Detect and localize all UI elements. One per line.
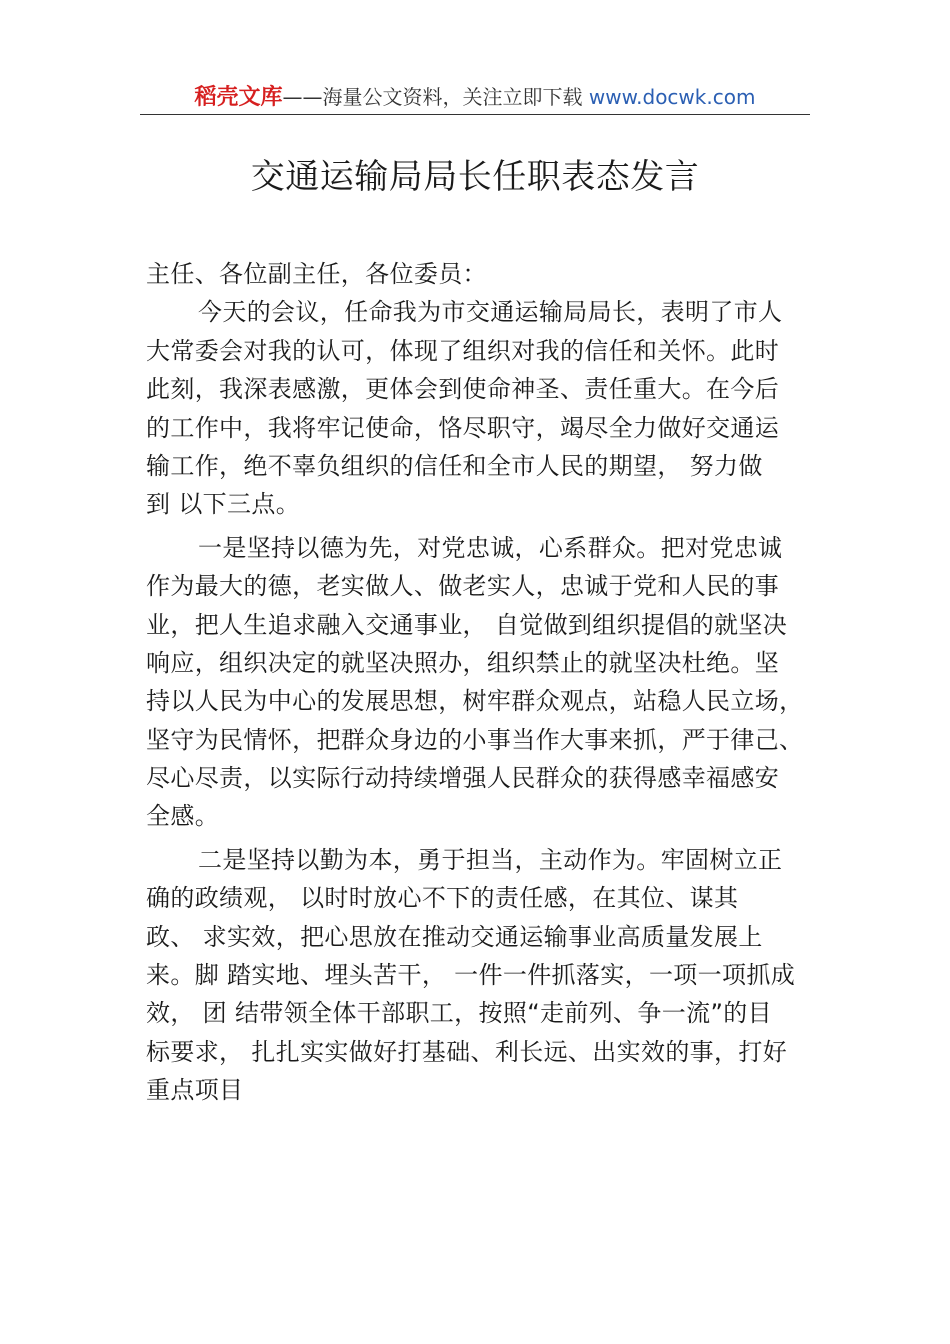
text-line: 重点项目: [146, 1076, 244, 1105]
text-line: 业，把人生追求融入交通事业， 自觉做到组织提倡的就坚决: [146, 610, 788, 639]
text-line: 一是坚持以德为先，对党忠诚，心系群众。把对党忠诚: [198, 533, 783, 562]
document-body: [146, 255, 826, 1110]
website-link[interactable]: www.docwk.com: [588, 85, 756, 109]
text-line: 持以人民为中心的发展思想，树牢群众观点，站稳人民立场，: [146, 687, 804, 716]
text-line: 确的政绩观， 以时时放心不下的责任感，在其位、谋其: [146, 884, 739, 913]
text-line: 来。脚 踏实地、埋头苦干， 一件一件抓落实，一项一项抓成: [146, 961, 796, 990]
paragraph-2: [146, 529, 826, 836]
text-line: 输工作，绝不辜负组织的信任和全市人民的期望， 努力做: [146, 451, 763, 480]
text-line: 尽心尽责，以实际行动持续增强人民群众的获得感幸福感安: [146, 764, 780, 793]
text-line: 到 以下三点。: [146, 490, 301, 519]
header-divider: [140, 114, 810, 115]
text-line: 大常委会对我的认可，体现了组织对我的信任和关怀。此时: [146, 336, 780, 365]
salutation: 主任、各位副主任，各位委员：: [146, 260, 487, 288]
text-line: 响应，组织决定的就坚决照办，组织禁止的就坚决杜绝。坚: [146, 648, 780, 677]
text-line: 标要求， 扎扎实实做好打基础、利长远、出实效的事，打好: [146, 1037, 788, 1066]
text-line: 坚守为民情怀，把群众身边的小事当作大事来抓，严于律己、: [146, 725, 804, 754]
paragraph-1: [146, 293, 826, 523]
text-line: 今天的会议，任命我为市交通运输局局长，表明了市人: [198, 298, 783, 327]
paragraph-3: [146, 841, 826, 1110]
text-line: 效， 团 结带领全体干部职工，按照“走前列、争一流”的目: [146, 999, 772, 1028]
brand-name: 稻壳文库: [194, 85, 283, 110]
text-line: 此刻，我深表感激，更体会到使命神圣、责任重大。在今后: [146, 375, 780, 404]
text-line: 全感。: [146, 802, 220, 831]
text-line: 二是坚持以勤为本，勇于担当，主动作为。牢固树立正: [198, 845, 783, 874]
page-header: [140, 82, 810, 114]
text-line: 的工作中，我将牢记使命，恪尽职守，竭尽全力做好交通运: [146, 413, 780, 442]
text-line: 作为最大的德，老实做人、做老实人，忠诚于党和人民的事: [146, 572, 780, 601]
text-line: 政、 求实效，把心思放在推动交通运输事业高质量发展上: [146, 922, 763, 951]
document-title: 交通运输局局长任职表态发言: [250, 157, 700, 197]
header-tagline: ——海量公文资料，关注立即下载: [282, 85, 583, 109]
